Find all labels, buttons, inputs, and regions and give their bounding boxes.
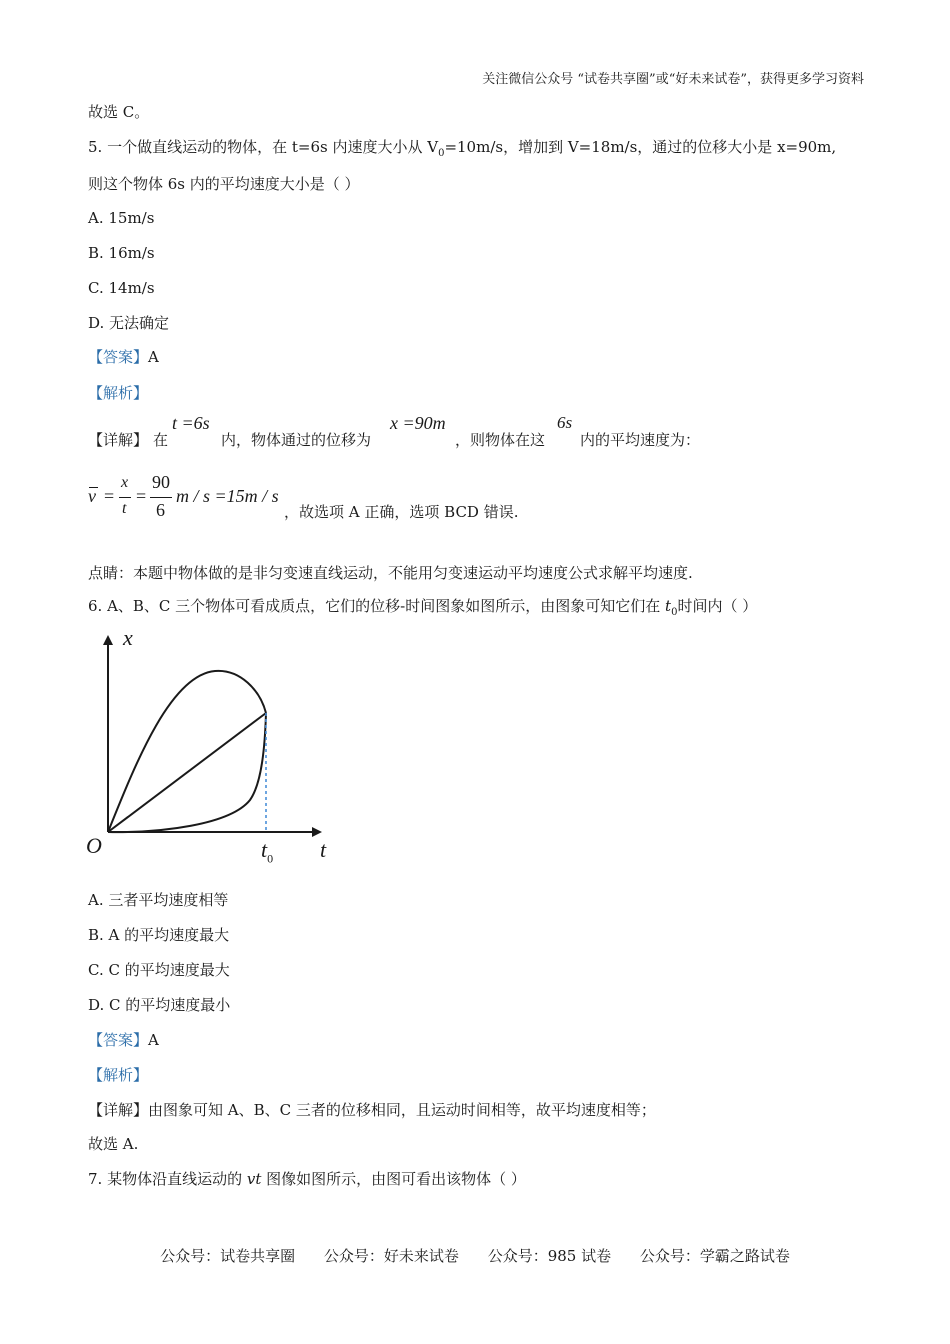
q5-math-x-val: =90m bbox=[398, 413, 446, 433]
graph-x-label: t bbox=[320, 837, 327, 862]
q5-math-6s: 6s bbox=[557, 413, 573, 432]
q6-conclusion: 故选 A. bbox=[88, 1135, 139, 1153]
q5-stem-b: =10m/s，增加到 V=18m/s，通过的位移大小是 x=90m, bbox=[444, 138, 837, 156]
q7-stem bbox=[88, 1169, 526, 1189]
q5-formula bbox=[88, 472, 288, 528]
q6-detail-text: 由图象可知 A、B、C 三者的位移相同，且运动时间相等，故平均速度相等； bbox=[148, 1101, 656, 1119]
q6-t0-label: t bbox=[665, 597, 672, 615]
q5-note: 点睛：本题中物体做的是非匀变速直线运动，不能用匀变速运动平均速度公式求解平均速度. bbox=[88, 564, 693, 582]
footer-item-1: 公众号：试卷共享圈 bbox=[160, 1247, 296, 1265]
q5-conclusion: ，故选项 A 正确，选项 BCD 错误. bbox=[284, 503, 519, 521]
q6-xt-graph bbox=[80, 625, 340, 875]
q6-detail bbox=[88, 1100, 656, 1120]
q5-detail-tag: 【详解】 bbox=[88, 431, 149, 449]
q5-formula-frac1-den: t bbox=[122, 500, 127, 517]
q6-answer-value: A bbox=[148, 1031, 159, 1049]
q5-formula-fracbar1 bbox=[119, 497, 131, 498]
q7-stem-a: 7. 某物体沿直线运动的 bbox=[88, 1170, 247, 1188]
q5-formula-overline bbox=[89, 487, 98, 488]
q5-math-x-var: x bbox=[390, 413, 398, 433]
q5-answer bbox=[88, 347, 159, 367]
graph-t0-var: t bbox=[261, 837, 268, 862]
header-notice: 关注微信公众号 “试卷共享圈”或“好未来试卷”，获得更多学习资料 bbox=[482, 72, 864, 87]
q5-formula-frac2-num: 90 bbox=[152, 472, 170, 492]
q7-vt: vt bbox=[246, 1170, 262, 1188]
q5-option-c: C. 14m/s bbox=[88, 279, 155, 297]
footer-item-2: 公众号：好未来试卷 bbox=[323, 1247, 459, 1265]
q6-option-c: C. C 的平均速度最大 bbox=[88, 961, 230, 979]
q5-formula-frac2-den: 6 bbox=[156, 500, 165, 520]
footer bbox=[0, 1245, 950, 1266]
graph-origin-label: O bbox=[86, 833, 102, 858]
q6-analysis-tag: 【解析】 bbox=[88, 1066, 149, 1084]
q5-stem-line1 bbox=[88, 137, 836, 164]
q5-math-t-val: =6s bbox=[177, 413, 210, 433]
q5-v0-sub: 0 bbox=[438, 148, 445, 159]
q5-detail-part3: ，则物体在这 bbox=[455, 431, 546, 449]
graph-t0-sub: 0 bbox=[267, 851, 274, 866]
q5-detail-part2: 内，物体通过的位移为 bbox=[221, 431, 372, 449]
q6-answer bbox=[88, 1030, 159, 1050]
q5-math-t-var: t bbox=[172, 413, 178, 433]
graph-t0-label bbox=[261, 837, 273, 866]
graph-y-label: x bbox=[123, 625, 133, 650]
q5-stem-line2: 则这个物体 6s 内的平均速度大小是（ ） bbox=[88, 175, 360, 193]
q5-analysis-tag: 【解析】 bbox=[88, 384, 149, 402]
q6-answer-tag: 【答案】 bbox=[88, 1031, 149, 1049]
q5-formula-fracbar2 bbox=[150, 497, 172, 498]
q6-t0-sub: 0 bbox=[671, 607, 678, 618]
prev-conclusion: 故选 C。 bbox=[88, 103, 150, 121]
footer-item-4: 公众号：学霸之路试卷 bbox=[639, 1247, 790, 1265]
q5-math-t bbox=[172, 413, 210, 434]
q6-detail-tag: 【详解】 bbox=[88, 1101, 149, 1119]
q5-detail-part4: 内的平均速度为： bbox=[580, 431, 701, 449]
q5-formula-tail: m / s =15m / s bbox=[176, 486, 279, 506]
q5-answer-tag: 【答案】 bbox=[88, 348, 149, 366]
footer-item-3: 公众号：985 试卷 bbox=[487, 1247, 612, 1265]
q5-answer-value: A bbox=[148, 348, 159, 366]
q7-stem-b: 图像如图所示，由图可看出该物体（ ） bbox=[261, 1170, 526, 1188]
q5-formula-frac1-num: x bbox=[121, 474, 129, 491]
q6-stem bbox=[88, 596, 757, 623]
q6-option-d: D. C 的平均速度最小 bbox=[88, 996, 231, 1014]
q5-math-x bbox=[390, 413, 446, 434]
q6-stem-b: 时间内（ ） bbox=[677, 597, 758, 615]
q5-detail-part1: 在 bbox=[153, 431, 169, 449]
q6-option-a: A. 三者平均速度相等 bbox=[88, 891, 229, 909]
q6-graph-svg bbox=[80, 625, 340, 875]
q5-option-a: A. 15m/s bbox=[88, 209, 155, 227]
q5-formula-eq1: = bbox=[104, 486, 115, 506]
q5-option-d: D. 无法确定 bbox=[88, 314, 170, 332]
q5-stem-a: 5. 一个做直线运动的物体，在 t=6s 内速度大小从 V bbox=[88, 138, 439, 156]
q5-formula-eq2: = bbox=[136, 486, 147, 506]
q5-option-b: B. 16m/s bbox=[88, 244, 155, 262]
q6-stem-a: 6. A、B、C 三个物体可看成质点，它们的位移-时间图象如图所示，由图象可知它们在 bbox=[88, 597, 666, 615]
q6-option-b: B. A 的平均速度最大 bbox=[88, 926, 230, 944]
q5-formula-vbar: v bbox=[88, 486, 96, 506]
